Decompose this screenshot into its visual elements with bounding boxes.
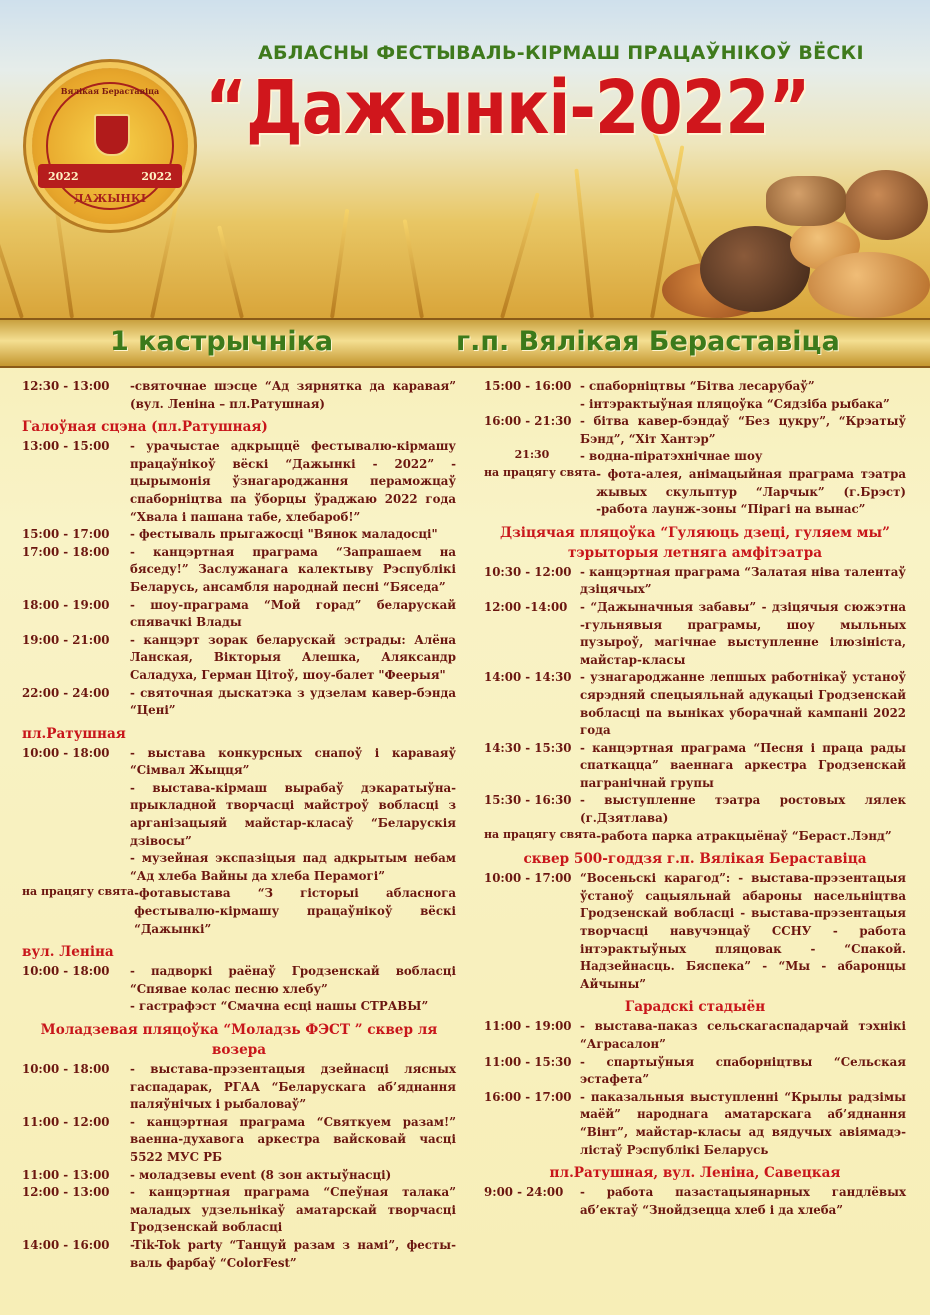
- schedule-item: [484, 378, 906, 396]
- schedule-item: [484, 599, 906, 669]
- date-band: [0, 318, 930, 368]
- schedule-item: [484, 448, 906, 466]
- schedule-time: [22, 850, 130, 885]
- schedule-description: - выступленне тэатра ростовых лялек (г.Дзятлава): [580, 793, 906, 826]
- bread-basket-image: [766, 176, 846, 226]
- event-place: г.п. Вялікая Бераставіца: [456, 326, 840, 357]
- wheat-decoration: [0, 156, 24, 318]
- schedule-time: 18:00 - 19:00: [22, 597, 110, 612]
- schedule-item: [484, 1184, 906, 1219]
- schedule-item: [22, 438, 456, 526]
- schedule-time: 16:00 - 17:00: [484, 1089, 572, 1104]
- schedule-item: [22, 1061, 456, 1114]
- schedule-time: 14:00 - 16:00: [22, 1237, 110, 1252]
- section-heading: Гарадскі стадыён: [624, 999, 766, 1016]
- schedule-time: 15:00 - 16:00: [484, 379, 572, 393]
- schedule-time: на працягу свята: [22, 885, 135, 899]
- bread-loaf-image: [844, 170, 928, 240]
- schedule-item: [22, 998, 456, 1016]
- schedule-item: [22, 597, 456, 632]
- emblem-ribbon: [38, 164, 182, 188]
- schedule-item: [484, 564, 906, 599]
- schedule-description: - выстава-кірмаш вырабаў дэкаратыўна-прыкладной творчасці майстроў вобласці з арганізацыяй майстар-класаў “Беларускія дзівосы”: [130, 780, 456, 848]
- schedule-description: - водна-піратэхнічнае шоу: [580, 449, 763, 464]
- schedule-item: [484, 1089, 906, 1159]
- schedule-description: - выстава-паказ сельскагаспадарчай тэхнікі “Аграсалон”: [580, 1019, 906, 1051]
- schedule-description: - святочная дыскатэка з удзелам кавер-бэнда “Цені”: [130, 685, 456, 718]
- schedule-item: [484, 1054, 906, 1089]
- schedule-time: 12:30 - 13:00: [22, 379, 110, 393]
- schedule-description: - “Дажыначныя забавы” - дзіцячыя сюжэтна -гульнявыя праграмы, шоу мыльных пузыроў, магічнае выступленне ілюзініста, майстар-класы: [580, 599, 906, 667]
- section-heading: Дзіцячая пляцоўка “Гуляюць дзеці, гуляем мы” тэрыторыя летняга амфітэатра: [500, 524, 890, 561]
- schedule-time: 13:00 - 15:00: [22, 439, 110, 454]
- schedule-description: - урачыстае адкрыццё фестывалю-кірмашу працаўнікоў вёскі “Дажынкі - 2022” - цырымонія ўзнагароджання пераможцаў спаборніцтва па ўборцы ўраджаю 2022 года “Хвала і пашана табе, хлебароб!”: [130, 439, 456, 524]
- wheat-decoration: [150, 200, 179, 318]
- schedule-description: - моладзевы event (8 зон актыўнасці): [130, 1167, 392, 1182]
- schedule-time: на працягу свята: [484, 465, 597, 479]
- schedule-description: - выстава-прэзентацыя дзейнасці лясных гаспадарак, РГАА “Беларускага аб’яднання паляўнічых і рыбаловаў”: [130, 1062, 456, 1112]
- schedule-time: [22, 780, 130, 850]
- section-heading: сквер 500-годдзя г.п. Вялікая Бераставіца: [523, 851, 867, 868]
- event-date: 1 кастрычніка: [110, 326, 334, 357]
- schedule-description: - фестываль прыгажосці "Вянок маладосці": [130, 527, 438, 542]
- schedule-item: [22, 963, 456, 998]
- coat-of-arms-icon: [94, 114, 130, 156]
- schedule-description: - канцэрт зорак беларускай эстрады: Алёна Ланская, Вікторыя Алешка, Аляксандр Саладуха, Герман Цітоў, шоу-балет "Феерыя": [130, 632, 456, 682]
- schedule-description: - падворкі раёнаў Гродзенскай вобласці “Спявае колас песню хлебу”: [130, 964, 456, 996]
- schedule-time: 11:00 - 13:00: [22, 1167, 110, 1182]
- schedule-item: [484, 466, 906, 519]
- schedule-time: 15:00 - 17:00: [22, 527, 110, 542]
- schedule-description: - выстава конкурсных снапоў і караваяў “Сімвал Жыцця”: [130, 745, 456, 778]
- schedule-time: 17:00 - 18:00: [22, 544, 110, 559]
- schedule-time: 10:30 - 12:00: [484, 564, 572, 579]
- schedule-description: - спаборніцтвы “Бітва лесарубаў”: [580, 379, 815, 393]
- schedule-time: 11:00 - 15:30: [484, 1054, 572, 1069]
- schedule-description: - спартыўныя спаборніцтвы “Сельская эстафета”: [580, 1054, 906, 1087]
- schedule-description: “Восеньскі карагод”: - выстава-прэзентацыя ўстаноў сацыяльнай абароны насельніцтва Гродзенскай вобласці - выстава-прэзентацыя творчасці навучэнцаў ССНУ - работа інтэрактыўных пляцовак - “Спакой. Надзейнасць. Бяспека” - “Мы - абаронцы Айчыны”: [580, 871, 906, 991]
- schedule-item: [484, 413, 906, 448]
- schedule-time: 22:00 - 24:00: [22, 685, 110, 700]
- section-heading: пл.Ратушная, вул. Леніна, Савецкая: [549, 1165, 841, 1182]
- schedule-right-column: [484, 378, 906, 1219]
- schedule-item: [484, 1018, 906, 1053]
- schedule-item: [484, 396, 906, 414]
- schedule-item: [22, 1167, 456, 1185]
- schedule-item: [22, 526, 456, 544]
- schedule-time: 10:00 - 17:00: [484, 871, 572, 886]
- schedule-time: [22, 998, 130, 1016]
- schedule-item: [484, 740, 906, 793]
- poster-title: “Дажынкі-2022”: [205, 65, 810, 151]
- wheat-decoration: [330, 209, 349, 318]
- schedule-description: - канцэртная праграма “Спеўная талака” маладых удзельнікаў аматарскай творчасці Гродзенскай вобласці: [130, 1185, 456, 1235]
- wheat-decoration: [574, 169, 594, 318]
- schedule-time: на працягу свята: [484, 827, 597, 841]
- schedule-description: -работа парка атракцыёнаў “Бераст.Лэнд”: [596, 828, 892, 843]
- schedule-description: - канцэртная праграма “Залатая ніва талентаў дзіцячых”: [580, 564, 906, 597]
- schedule-item: [22, 745, 456, 780]
- schedule-item: [22, 885, 456, 938]
- schedule-item: [484, 669, 906, 739]
- schedule-description: - узнагароджанне лепшых работнікаў устаноў сярэдняй спецыяльнай адукацыі Гродзенскай вобласці па выніках уборачнай кампаніі 2022 года: [580, 670, 906, 738]
- emblem-caption: ДАЖЫНКІ: [74, 192, 146, 205]
- schedule-time: 10:00 - 18:00: [22, 745, 110, 760]
- schedule-time: 12:00 -14:00: [484, 599, 568, 614]
- poster-subtitle: АБЛАСНЫ ФЕСТЫВАЛЬ-КІРМАШ ПРАЦАЎНІКОЎ ВЁСКІ: [258, 42, 864, 64]
- schedule-description: -фотавыстава “З гісторыі абласнога фестывалю-кірмашу працаўнікоў вёскі “Дажынкі”: [134, 886, 456, 936]
- schedule-time: 14:30 - 15:30: [484, 740, 572, 755]
- bread-loaf-image: [808, 252, 930, 318]
- schedule-description: - паказальныя выступленні “Крылы радзімы маёй” народнага аматарскага аб’яднання “Вінт”, майстар-класы ад вядучых авіямадэ-лістаў Рэспублікі Беларусь: [580, 1089, 906, 1157]
- schedule-description: - гастрафэст “Смачна есці нашы СТРАВЫ”: [130, 999, 429, 1014]
- schedule-time: 10:00 - 18:00: [22, 1062, 110, 1076]
- emblem-arc-text: Вялікая Бераставіца: [60, 86, 160, 96]
- schedule-item: [484, 870, 906, 993]
- schedule-description: - музейная экспазіцыя пад адкрытым небам “Ад хлеба Вайны да хлеба Перамогі”: [130, 851, 456, 883]
- header-banner: [0, 0, 930, 318]
- schedule-item: [22, 1184, 456, 1237]
- section-heading: Галоўная сцэна (пл.Ратушная): [22, 419, 268, 436]
- schedule-time: 9:00 - 24:00: [484, 1185, 564, 1200]
- schedule-time: [484, 396, 580, 414]
- schedule-description: - канцэртная праграма “Песня і праца рады спаткацца” ваеннага аркестра Гродзенскай пагранічнай групы: [580, 740, 906, 790]
- schedule-item: [22, 632, 456, 685]
- schedule-description: - фота-алея, анімацыйная праграма тэатра жывых скульптур “Ларчык” (г.Брэст) -работа лаунж-зоны “Пірагі на вынас”: [596, 466, 906, 517]
- wheat-decoration: [403, 219, 424, 318]
- schedule-description: - работа пазастацыянарных гандлёвых аб’ектаў “Знойдзецца хлеб і да хлеба”: [580, 1185, 906, 1217]
- schedule-time: 21:30: [514, 448, 550, 462]
- section-heading: вул. Леніна: [22, 944, 114, 961]
- schedule-item: [22, 544, 456, 597]
- schedule-item: [22, 1237, 456, 1272]
- schedule-left-column: [22, 378, 456, 1272]
- schedule-description: -святочнае шэсце “Ад зярнятка да каравая” (вул. Леніна – пл.Ратушная): [130, 379, 456, 411]
- schedule-item: [22, 850, 456, 885]
- schedule-item: [22, 685, 456, 720]
- schedule-item: [22, 1114, 456, 1167]
- section-heading: Моладзевая пляцоўка “Моладзь ФЭСТ ” сквер ля возера: [40, 1022, 438, 1058]
- wheat-decoration: [217, 225, 244, 318]
- schedule-description: - інтэрактыўная пляцоўка “Сядзіба рыбака”: [580, 396, 890, 411]
- schedule-description: - шоу-праграма “Мой горад” беларускай спявачкі Влады: [130, 597, 456, 630]
- schedule-time: 16:00 - 21:30: [484, 414, 572, 429]
- schedule-item: [484, 828, 906, 846]
- schedule-time: 11:00 - 19:00: [484, 1019, 572, 1034]
- emblem-year-left: 2022: [48, 169, 79, 183]
- schedule-time: 14:00 - 14:30: [484, 670, 572, 685]
- schedule-item: [22, 780, 456, 850]
- schedule-item: [484, 792, 906, 827]
- schedule-time: 15:30 - 16:30: [484, 793, 572, 808]
- emblem-year-right: 2022: [141, 169, 172, 183]
- schedule-description: - канцэртная праграма “Запрашаем на бяседу!” Заслужанага калектыву Рэспублікі Беларусь, ансамбля народнай песні “Бяседа”: [130, 544, 456, 594]
- schedule-time: 12:00 - 13:00: [22, 1185, 110, 1200]
- schedule-description: - бітва кавер-бэндаў “Без цукру”, “Крэатыў Бэнд”, “Хіт Хантэр”: [580, 414, 906, 446]
- schedule-time: 11:00 - 12:00: [22, 1114, 110, 1129]
- schedule-time: 10:00 - 18:00: [22, 964, 110, 979]
- wheat-decoration: [500, 192, 540, 318]
- schedule-description: - канцэртная праграма “Святкуем разам!” ваенна-духавога аркестра вайсковай часці 5522 МУС РБ: [130, 1114, 456, 1164]
- festival-emblem: [32, 68, 188, 224]
- schedule-item: [22, 378, 456, 413]
- section-heading: пл.Ратушная: [22, 725, 126, 742]
- schedule-description: -Tik-Tok party “Танцуй разам з намі”, фесты-валь фарбаў “ColorFest”: [130, 1237, 456, 1270]
- schedule-time: 19:00 - 21:00: [22, 632, 110, 647]
